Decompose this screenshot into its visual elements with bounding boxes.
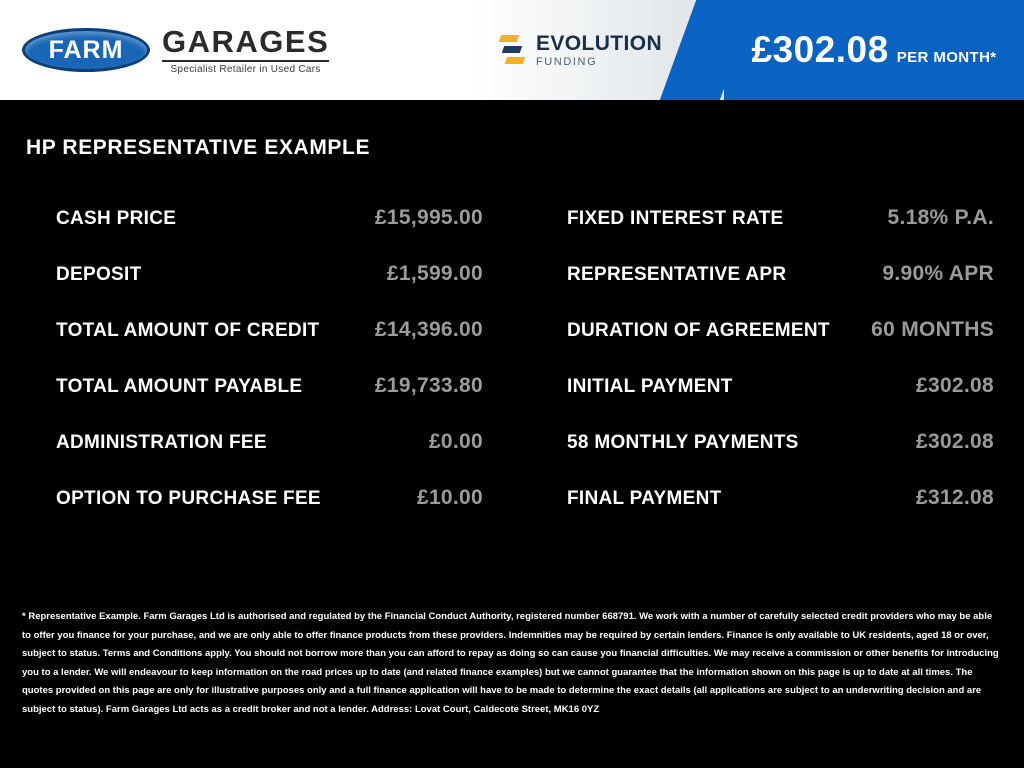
evolution-chevron-icon bbox=[500, 35, 526, 65]
farm-logo-text: FARM bbox=[48, 35, 124, 64]
row-label: TOTAL AMOUNT OF CREDIT bbox=[56, 320, 320, 341]
row-label: INITIAL PAYMENT bbox=[567, 376, 733, 397]
table-row bbox=[56, 374, 483, 430]
representative-example-disclaimer: * Representative Example. Farm Garages Ltd is authorised and regulated by the Financial Conduct Authority, registered number 668791. We work with a number of carefully selected credit providers who may be able to offer you finance for your purchase, and we are only able to offer finance products from these providers. Indemnities may be required by certain lenders. Finance is only available to UK residents, aged 18 or over, subject to status. Terms and Conditions apply. You should not borrow more than you can afford to repay as doing so can cause you financial difficulties. We may receive a commission or other benefits for introducing you to a lender. We will endeavour to keep information on the road prices up to date (and related finance examples) but we cannot guarantee that the information shown on this page is up to date at all times. The quotes provided on this page are only for illustrative purposes only and a full finance application will have to be made to determine the exact details (all applications are subject to an underwriting decision and are subject to status). Farm Garages Ltd acts as a credit broker and not a lender. Address: Lovat Court, Caldecote Street, MK16 0YZ bbox=[22, 611, 999, 715]
table-row bbox=[567, 374, 994, 430]
page-header bbox=[0, 0, 1024, 100]
table-row bbox=[567, 318, 994, 374]
row-value: £1,599.00 bbox=[386, 262, 483, 285]
row-label: FIXED INTEREST RATE bbox=[567, 208, 784, 229]
table-row bbox=[567, 486, 994, 542]
table-row bbox=[56, 486, 483, 542]
dealer-name: GARAGES bbox=[162, 23, 330, 59]
finance-partner-name: EVOLUTION bbox=[535, 31, 663, 55]
row-value: £15,995.00 bbox=[374, 206, 483, 229]
row-label: ADMINISTRATION FEE bbox=[56, 432, 267, 453]
row-value: £302.08 bbox=[915, 374, 994, 397]
row-value: 5.18% P.A. bbox=[887, 206, 994, 229]
row-label: 58 MONTHLY PAYMENTS bbox=[567, 432, 799, 453]
row-label: TOTAL AMOUNT PAYABLE bbox=[56, 376, 303, 397]
row-label: CASH PRICE bbox=[56, 208, 177, 229]
table-row bbox=[56, 206, 483, 262]
table-row bbox=[56, 318, 483, 374]
monthly-price-banner bbox=[724, 0, 1024, 100]
table-row bbox=[56, 262, 483, 318]
row-label: DEPOSIT bbox=[56, 264, 142, 285]
row-value: 9.90% APR bbox=[882, 262, 994, 285]
row-label: OPTION TO PURCHASE FEE bbox=[56, 488, 321, 509]
finance-partner-subtitle: FUNDING bbox=[535, 55, 598, 68]
row-label: REPRESENTATIVE APR bbox=[567, 264, 787, 285]
divider-rule bbox=[162, 60, 329, 62]
row-value: £0.00 bbox=[428, 430, 483, 453]
row-value: £302.08 bbox=[915, 430, 994, 453]
dealer-branding bbox=[0, 0, 474, 100]
dealer-tagline: Specialist Retailer in Used Cars bbox=[170, 63, 321, 75]
row-value: £14,396.00 bbox=[374, 318, 483, 341]
table-row bbox=[567, 430, 994, 486]
row-value: 60 MONTHS bbox=[871, 318, 994, 341]
row-value: £19,733.80 bbox=[374, 374, 483, 397]
page-title: HP REPRESENTATIVE EXAMPLE bbox=[26, 136, 371, 159]
row-value: £10.00 bbox=[416, 486, 483, 509]
farm-logo-badge bbox=[22, 28, 150, 72]
row-label: FINAL PAYMENT bbox=[567, 488, 722, 509]
table-row bbox=[567, 206, 994, 262]
dealer-name-block bbox=[162, 23, 330, 75]
row-value: £312.08 bbox=[915, 486, 994, 509]
table-row bbox=[567, 262, 994, 318]
finance-details-table bbox=[0, 206, 1024, 542]
monthly-price-period: PER MONTH* bbox=[896, 49, 997, 66]
monthly-price-amount: £302.08 bbox=[751, 29, 889, 70]
row-label: DURATION OF AGREEMENT bbox=[567, 320, 830, 341]
table-row bbox=[56, 430, 483, 486]
